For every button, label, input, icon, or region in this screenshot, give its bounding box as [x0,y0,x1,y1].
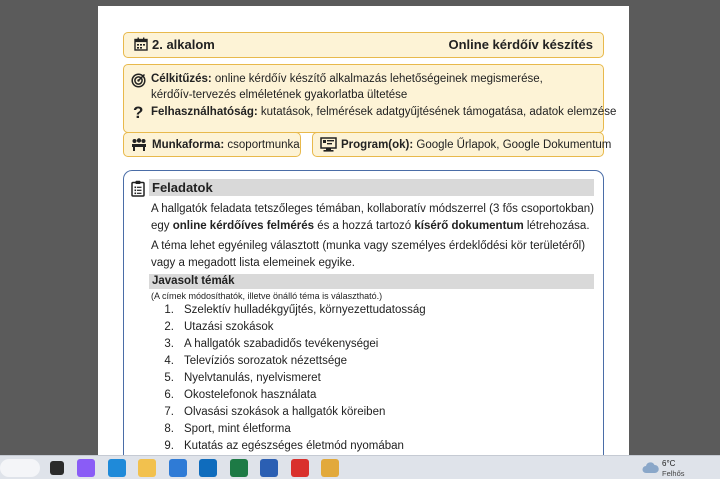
session-header-box [123,32,604,58]
calendar-icon [134,37,148,56]
list-item [158,421,426,438]
copilot-icon[interactable] [77,459,95,477]
list-item-number: 8. [164,423,174,435]
outlook-icon[interactable] [199,459,217,477]
clipboard-icon [131,180,145,202]
group-icon [131,138,147,156]
list-item [158,404,426,421]
list-item-text: Kutatás az egészséges életmód nyomában [184,440,404,452]
list-item-number: 1. [164,304,174,316]
taskbar-search[interactable] [0,459,40,477]
taskbar [0,455,720,479]
list-item [158,438,426,455]
list-item [158,302,426,319]
widgets-icon[interactable] [50,461,64,475]
edge-icon[interactable] [108,459,126,477]
suggested-topics-list [158,302,426,455]
suggested-topics-heading: Javasolt témák [149,274,594,289]
objectives-box [123,64,617,133]
word-icon[interactable] [260,459,278,477]
session-number: 2. alkalom [152,37,215,52]
list-item-text: Televíziós sorozatok nézettsége [184,355,348,367]
list-item-number: 9. [164,440,174,452]
weather-temperature: 6°C [662,459,676,468]
task-description [151,201,596,234]
target-icon [131,73,146,93]
list-item-text: Okostelefonok használata [184,389,317,401]
work-form-box [123,132,301,157]
task-text-part: A hallgatók feladata tetszőleges témában, kollaboratív módszerrel (3 fős csoportokban) egy [151,203,594,232]
list-item-text: Sport, mint életforma [184,423,291,435]
list-item-text: Olvasási szokások a hallgatók köreiben [184,406,386,418]
usage-text [151,106,616,118]
computer-icon [320,137,337,157]
usage-label: Felhasználhatóság: [151,106,258,118]
list-item-number: 7. [164,406,174,418]
weather-condition: Felhős [662,469,685,478]
topic-choice-text: A téma lehet egyénileg választott (munka vagy személyes érdeklődési kör területéről) vagy a megadott lista elemeinek egyike. [151,240,586,269]
file-explorer-icon[interactable] [138,459,156,477]
list-item-text: A hallgatók szabadidős tevékenységei [184,338,379,350]
acrobat-icon[interactable] [291,459,309,477]
task-text-part: és a hozzá tartozó [314,219,415,232]
document-page [98,6,629,455]
objective-value: online kérdőív készítő alkalmazás lehetőségeinek megismerése, kérdőív-tervezés elméletének gyakorlatba ültetése [151,73,543,101]
programs-value: Google Űrlapok, Google Dokumentum [413,139,612,151]
list-item [158,353,426,370]
excel-icon[interactable] [230,459,248,477]
task-text-bold: kísérő dokumentum [414,219,524,232]
list-item-number: 2. [164,321,174,333]
list-item-number: 6. [164,389,174,401]
objective-text [151,72,571,103]
list-item [158,319,426,336]
programs-text [341,139,611,151]
work-form-label: Munkaforma: [152,139,225,151]
usage-value: kutatások, felmérések adatgyűjtésének támogatása, adatok elemzése [257,106,617,118]
suggested-topics-note: (A címek módosíthatók, illetve önálló téma is választható.) [151,291,383,301]
list-item [158,370,426,387]
tasks-box [123,170,604,470]
cloud-icon [642,462,659,474]
programs-box [312,132,612,157]
list-item [158,387,426,404]
list-item-text: Utazási szokások [184,321,274,333]
chrome-icon[interactable] [321,459,339,477]
programs-label: Program(ok): [341,139,414,151]
tasks-heading: Feladatok [149,179,594,196]
work-form-text [152,139,300,151]
question-icon: ? [133,103,144,122]
list-item-text: Szelektív hulladékgyűjtés, környezettudatosság [184,304,426,316]
task-text-bold: online kérdőíves felmérés [172,219,315,232]
session-topic: Online kérdőív készítés [448,37,593,52]
list-item-text: Nyelvtanulás, nyelvismeret [184,372,321,384]
store-icon[interactable] [169,459,187,477]
list-item [158,336,426,353]
list-item-number: 3. [164,338,174,350]
task-text-part: létrehozása. [523,219,590,232]
weather-widget[interactable] [640,458,720,479]
list-item-number: 5. [164,372,174,384]
work-form-value: csoportmunka [224,139,300,151]
list-item-number: 4. [164,355,174,367]
objective-label: Célkitűzés: [151,73,212,85]
